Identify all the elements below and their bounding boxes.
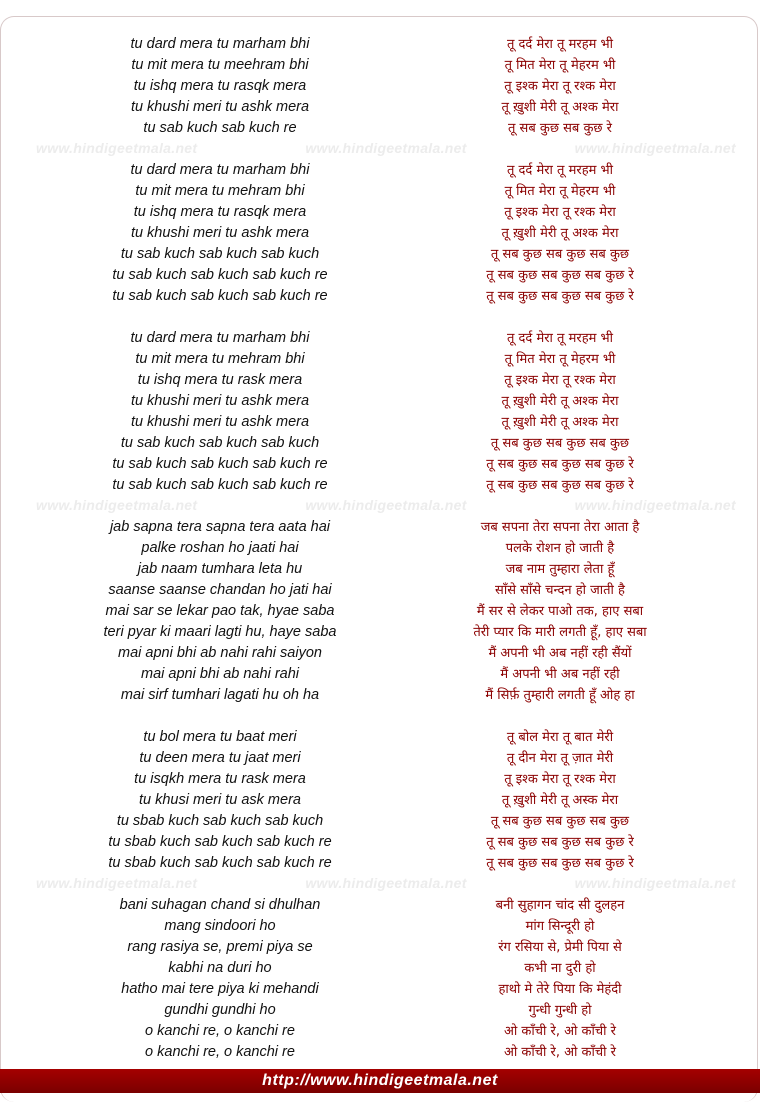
roman-lyric-line: hatho mai tere piya ki mehandi: [121, 981, 319, 997]
roman-lyric-line: tu ishq mera tu rask mera: [137, 372, 303, 388]
hindi-lyric-line: तू इश्क मेरा तू रश्क मेरा: [504, 205, 616, 220]
roman-lyric-line: tu sab kuch sab kuch sab kuch: [120, 435, 320, 451]
hindi-lyric-line: तू बोल मेरा तू बात मेरी: [506, 730, 614, 745]
roman-lyric-line: tu khushi meri tu ashk mera: [130, 99, 310, 115]
roman-lyric-line: tu dard mera tu marham bhi: [130, 36, 310, 52]
roman-lyric-line: mai apni bhi ab nahi rahi: [141, 666, 299, 682]
watermark-spacer: [50, 874, 390, 895]
roman-lyric-line: tu ishq mera tu rasqk mera: [133, 78, 307, 94]
roman-lyric-line: palke roshan ho jaati hai: [141, 540, 299, 556]
hindi-lyric-line: गुन्धी गुन्धी हो: [528, 1003, 592, 1018]
hindi-lyric-line: रंग रसिया से, प्रेमी पिया से: [498, 940, 622, 955]
hindi-lyric-line: तू दर्द मेरा तू मरहम भी: [506, 37, 614, 52]
roman-lyric-line: kabhi na duri ho: [168, 960, 272, 976]
watermark-text: www.hindigeetmala.net: [36, 140, 198, 156]
roman-lyric-line: tu khushi meri tu ashk mera: [130, 225, 310, 241]
hindi-lyric-line: तू सब कुछ सब कुछ सब कुछ: [490, 247, 630, 262]
hindi-lyric-line: तू सब कुछ सब कुछ सब कुछ रे: [486, 457, 634, 472]
roman-lyric-line: mai apni bhi ab nahi rahi saiyon: [118, 645, 322, 661]
roman-lyric-line: tu sab kuch sab kuch sab kuch re: [112, 456, 328, 472]
hindi-lyric-line: तू सब कुछ सब कुछ सब कुछ रे: [486, 856, 634, 871]
roman-lyric-line: tu khusi meri tu ask mera: [139, 792, 301, 808]
roman-lyric-line: tu sbab kuch sab kuch sab kuch re: [108, 834, 332, 850]
roman-lyric-line: rang rasiya se, premi piya se: [127, 939, 313, 955]
hindi-lyric-line: तू ख़ुशी मेरी तू अश्क मेरा: [501, 226, 619, 241]
footer-url-bar[interactable]: [0, 1069, 760, 1093]
hindi-lyric-line: तू ख़ुशी मेरी तू अश्क मेरा: [501, 415, 619, 430]
hindi-lyric-line: तू ख़ुशी मेरी तू अश्क मेरा: [501, 394, 619, 409]
hindi-lyric-line: तू दर्द मेरा तू मरहम भी: [506, 163, 614, 178]
hindi-lyric-line: तेरी प्यार कि मारी लगती हूँ, हाए सबा: [473, 625, 647, 640]
hindi-lyric-line: बनी सुहागन चांद सी दुलहन: [495, 898, 625, 913]
hindi-lyric-line: मैं अपनी भी अब नहीं रही सैंयों: [488, 646, 632, 661]
roman-lyric-line: tu sab kuch sab kuch sab kuch re: [112, 288, 328, 304]
hindi-lyric-line: मांग सिन्दूरी हो: [525, 919, 595, 934]
hindi-lyric-line: हाथो मे तेरे पिया कि मेहंदी: [498, 982, 622, 997]
roman-lyric-line: tu deen mera tu jaat meri: [139, 750, 301, 766]
roman-lyric-line: tu dard mera tu marham bhi: [130, 330, 310, 346]
stanza-gap: [50, 307, 390, 328]
watermark-spacer: [50, 139, 390, 160]
hindi-lyric-line: तू मित मेरा तू मेहरम भी: [504, 352, 616, 367]
hindi-lyric-line: तू सब कुछ सब कुछ सब कुछ रे: [486, 289, 634, 304]
roman-lyric-line: tu mit mera tu mehram bhi: [135, 183, 305, 199]
watermark-text: www.hindigeetmala.net: [574, 875, 736, 891]
roman-lyric-line: gundhi gundhi ho: [164, 1002, 276, 1018]
roman-lyric-line: tu isqkh mera tu rask mera: [134, 771, 306, 787]
watermark-spacer: [390, 139, 730, 160]
footer-url[interactable]: http://www.hindigeetmala.net: [262, 1072, 498, 1089]
roman-lyric-line: tu khushi meri tu ashk mera: [130, 393, 310, 409]
roman-lyric-line: jab sapna tera sapna tera aata hai: [109, 519, 331, 535]
stanza-gap: [50, 706, 390, 727]
roman-lyric-line: tu sbab kuch sab kuch sab kuch: [116, 813, 324, 829]
roman-lyric-line: tu sbab kuch sab kuch sab kuch re: [108, 855, 332, 871]
roman-lyric-line: o kanchi re, o kanchi re: [145, 1044, 295, 1060]
hindi-lyric-line: मैं अपनी भी अब नहीं रही: [500, 667, 620, 682]
hindi-lyric-line: तू इश्क मेरा तू रश्क मेरा: [504, 79, 616, 94]
watermark-text: www.hindigeetmala.net: [574, 140, 736, 156]
roman-lyric-line: tu bol mera tu baat meri: [143, 729, 297, 745]
hindi-lyric-line: तू दर्द मेरा तू मरहम भी: [506, 331, 614, 346]
roman-lyric-line: jab naam tumhara leta hu: [137, 561, 303, 577]
hindi-lyric-line: तू सब कुछ सब कुछ सब कुछ: [490, 814, 630, 829]
roman-lyric-line: o kanchi re, o kanchi re: [145, 1023, 295, 1039]
hindi-lyric-line: तू ख़ुशी मेरी तू अस्क मेरा: [501, 793, 619, 808]
hindi-lyric-line: कभी ना दुरी हो: [524, 961, 596, 976]
roman-lyric-line: tu dard mera tu marham bhi: [130, 162, 310, 178]
roman-lyric-line: tu sab kuch sab kuch sab kuch: [120, 246, 320, 262]
watermark-text: www.hindigeetmala.net: [574, 497, 736, 513]
roman-lyric-line: mang sindoori ho: [164, 918, 276, 934]
hindi-lyric-line: मैं सर से लेकर पाओ तक, हाए सबा: [476, 604, 644, 619]
hindi-lyric-line: तू मित मेरा तू मेहरम भी: [504, 58, 616, 73]
roman-lyric-line: mai sar se lekar pao tak, hyae saba: [105, 603, 335, 619]
stanza-gap: [390, 706, 730, 727]
hindi-lyric-line: साँसे साँसे चन्दन हो जाती है: [495, 583, 625, 598]
hindi-lyric-line: तू सब कुछ सब कुछ सब कुछ रे: [486, 478, 634, 493]
roman-lyric-line: mai sirf tumhari lagati hu oh ha: [120, 687, 320, 703]
hindi-lyric-line: तू ख़ुशी मेरी तू अश्क मेरा: [501, 100, 619, 115]
watermark-text: www.hindigeetmala.net: [305, 497, 467, 513]
hindi-lyric-line: तू दीन मेरा तू ज़ात मेरी: [506, 751, 614, 766]
watermark-spacer: [50, 496, 390, 517]
hindi-lyric-line: तू सब कुछ सब कुछ सब कुछ रे: [486, 835, 634, 850]
hindi-lyric-line: तू सब कुछ सब कुछ रे: [507, 121, 612, 136]
roman-lyric-line: tu ishq mera tu rasqk mera: [133, 204, 307, 220]
roman-lyric-line: bani suhagan chand si dhulhan: [119, 897, 321, 913]
hindi-lyric-line: जब नाम तुम्हारा लेता हूँ: [505, 562, 615, 577]
roman-lyric-line: tu sab kuch sab kuch re: [143, 120, 297, 136]
hindi-lyric-line: तू सब कुछ सब कुछ सब कुछ रे: [486, 268, 634, 283]
roman-lyric-line: tu mit mera tu meehram bhi: [131, 57, 309, 73]
hindi-lyric-line: तू इश्क मेरा तू रश्क मेरा: [504, 772, 616, 787]
hindi-lyric-line: तू सब कुछ सब कुछ सब कुछ: [490, 436, 630, 451]
hindi-lyric-line: पलके रोशन हो जाती है: [505, 541, 615, 556]
hindi-lyric-line: तू इश्क मेरा तू रश्क मेरा: [504, 373, 616, 388]
hindi-lyric-line: मैं सिर्फ़ तुम्हारी लगती हूँ ओह हा: [485, 688, 635, 703]
watermark-text: www.hindigeetmala.net: [305, 875, 467, 891]
roman-lyric-line: teri pyar ki maari lagti hu, haye saba: [103, 624, 337, 640]
watermark-text: www.hindigeetmala.net: [36, 497, 198, 513]
roman-lyric-line: saanse saanse chandan ho jati hai: [108, 582, 332, 598]
watermark-spacer: [390, 496, 730, 517]
hindi-lyric-line: जब सपना तेरा सपना तेरा आता है: [480, 520, 640, 535]
hindi-lyrics-column: [390, 34, 730, 1063]
roman-lyric-line: tu sab kuch sab kuch sab kuch re: [112, 477, 328, 493]
watermark-text: www.hindigeetmala.net: [36, 875, 198, 891]
roman-lyrics-column: [50, 34, 390, 1063]
roman-lyric-line: tu sab kuch sab kuch sab kuch re: [112, 267, 328, 283]
hindi-lyric-line: ओ काँची रे, ओ काँची रे: [504, 1024, 616, 1039]
stanza-gap: [390, 307, 730, 328]
watermark-text: www.hindigeetmala.net: [305, 140, 467, 156]
watermark-spacer: [390, 874, 730, 895]
roman-lyric-line: tu khushi meri tu ashk mera: [130, 414, 310, 430]
hindi-lyric-line: ओ काँची रे, ओ काँची रे: [504, 1045, 616, 1060]
roman-lyric-line: tu mit mera tu mehram bhi: [135, 351, 305, 367]
hindi-lyric-line: तू मित मेरा तू मेहरम भी: [504, 184, 616, 199]
